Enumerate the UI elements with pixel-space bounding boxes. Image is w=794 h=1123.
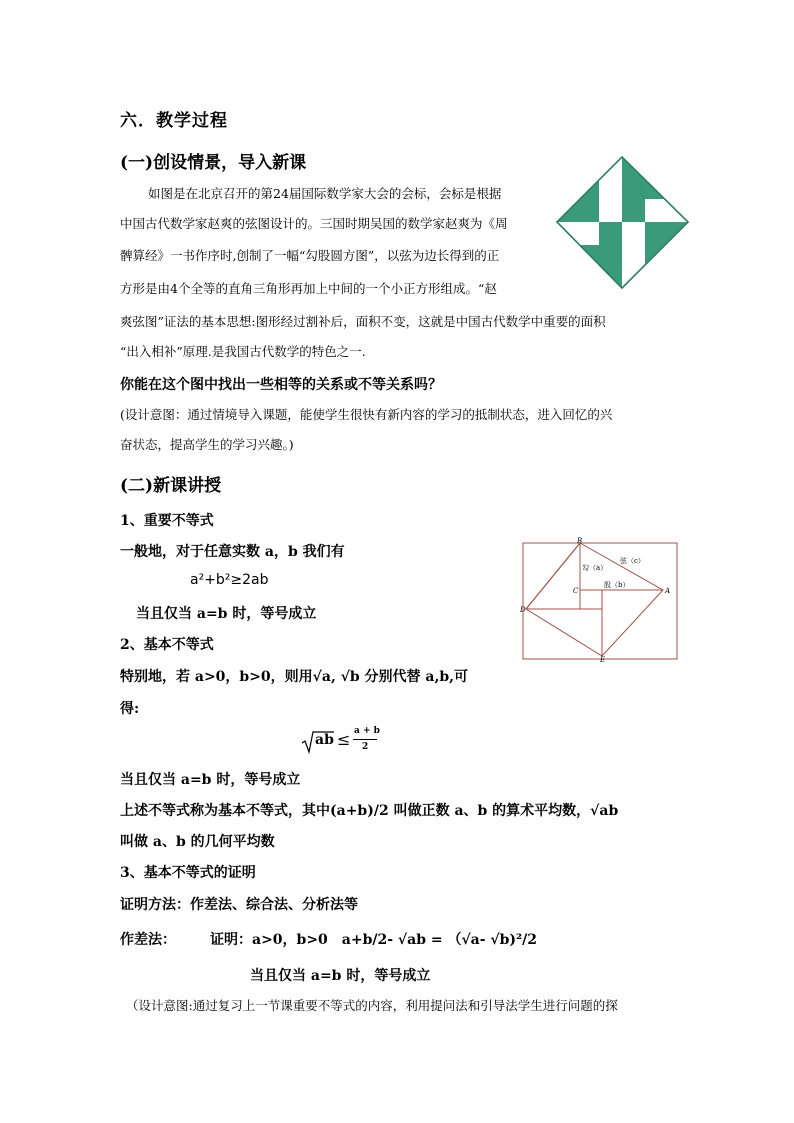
intro-line-1: 如图是在北京召开的第24届国际数学家大会的会标，会标是根据: [148, 186, 502, 201]
part1-heading: (一)创设情景，导入新课: [120, 153, 307, 173]
item1-title: 1、重要不等式: [120, 513, 214, 529]
question-text: 你能在这个图中找出一些相等的关系或不等关系吗？: [120, 377, 442, 393]
item3-diff-proof: 证明：a>0，b>0 a+b/2- √ab = （√a- √b)²/2: [210, 932, 538, 948]
item1-formula: a²+b²≥2ab: [190, 572, 269, 588]
part2-heading: (二)新课讲授: [120, 476, 222, 496]
item2-title: 2、基本不等式: [120, 637, 214, 653]
formula-numerator: a + b: [354, 726, 380, 736]
design-intent-line-1: (设计意图：通过情境导入课题，能使学生很快有新内容的学习的抵制状态，进入回忆的兴: [120, 407, 613, 422]
item3-diff-label: 作差法：: [120, 932, 176, 948]
formula-le: ≤: [337, 730, 351, 749]
intro-line-5: 爽弦图”证法的基本思想:图形经过割补后，面积不变，这就是中国古代数学中重要的面积: [120, 314, 606, 329]
intro-line-3: 髀算经》一书作序时,创制了一幅“勾股圆方图”，以弦为边长得到的正: [120, 248, 500, 263]
item3-methods: 证明方法：作差法、综合法、分析法等: [120, 897, 358, 913]
basic-inequality-formula: [300, 726, 390, 758]
item2-desc-1: 上述不等式称为基本不等式，其中(a+b)/2 叫做正数 a、b 的算术平均数，√ab: [120, 803, 619, 819]
label-hypotenuse: 弦（c）: [620, 557, 645, 565]
item2-line: 特别地，若 a>0，b>0，则用√a, √b 分别代替 a,b,可: [120, 669, 469, 685]
intro-line-4: 方形是由4个全等的直角三角形再加上中间的一个小正方形组成。“赵: [120, 281, 497, 296]
item2-condition: 当且仅当 a=b 时，等号成立: [120, 772, 301, 788]
design-intent-2: （设计意图:通过复习上一节课重要不等式的内容，利用提问法和引导法学生进行问题的探: [126, 998, 618, 1013]
label-B: B: [577, 537, 583, 545]
formula-lhs: ab: [315, 732, 334, 748]
item2-desc-2: 叫做 a、b 的几何平均数: [120, 834, 275, 850]
label-gu: 股（b）: [604, 581, 630, 589]
intro-line-6: “出入相补”原理.是我国古代数学的特色之一.: [120, 344, 366, 359]
intro-line-2: 中国古代数学家赵爽的弦图设计的。三国时期吴国的数学家赵爽为《周: [120, 216, 508, 231]
fraction-bar: [353, 739, 377, 740]
congress-logo-figure: [555, 155, 690, 290]
item3-title: 3、基本不等式的证明: [120, 865, 256, 881]
geometry-proof-figure: [520, 536, 680, 662]
design-intent-line-2: 奋状态，提高学生的学习兴趣。): [120, 437, 294, 452]
label-C: C: [573, 587, 579, 595]
item1-line: 一般地，对于任意实数 a，b 我们有: [120, 544, 345, 560]
label-gou: 勾（a）: [582, 564, 608, 572]
label-A: A: [665, 587, 671, 595]
item1-condition: 当且仅当 a=b 时，等号成立: [136, 606, 317, 622]
label-E: E: [600, 656, 606, 662]
item3-condition: 当且仅当 a=b 时，等号成立: [250, 968, 431, 984]
formula-denominator: 2: [362, 742, 369, 752]
label-D: D: [520, 606, 526, 614]
item2-line2: 得:: [120, 701, 140, 717]
section-title: 六．教学过程: [120, 111, 228, 131]
